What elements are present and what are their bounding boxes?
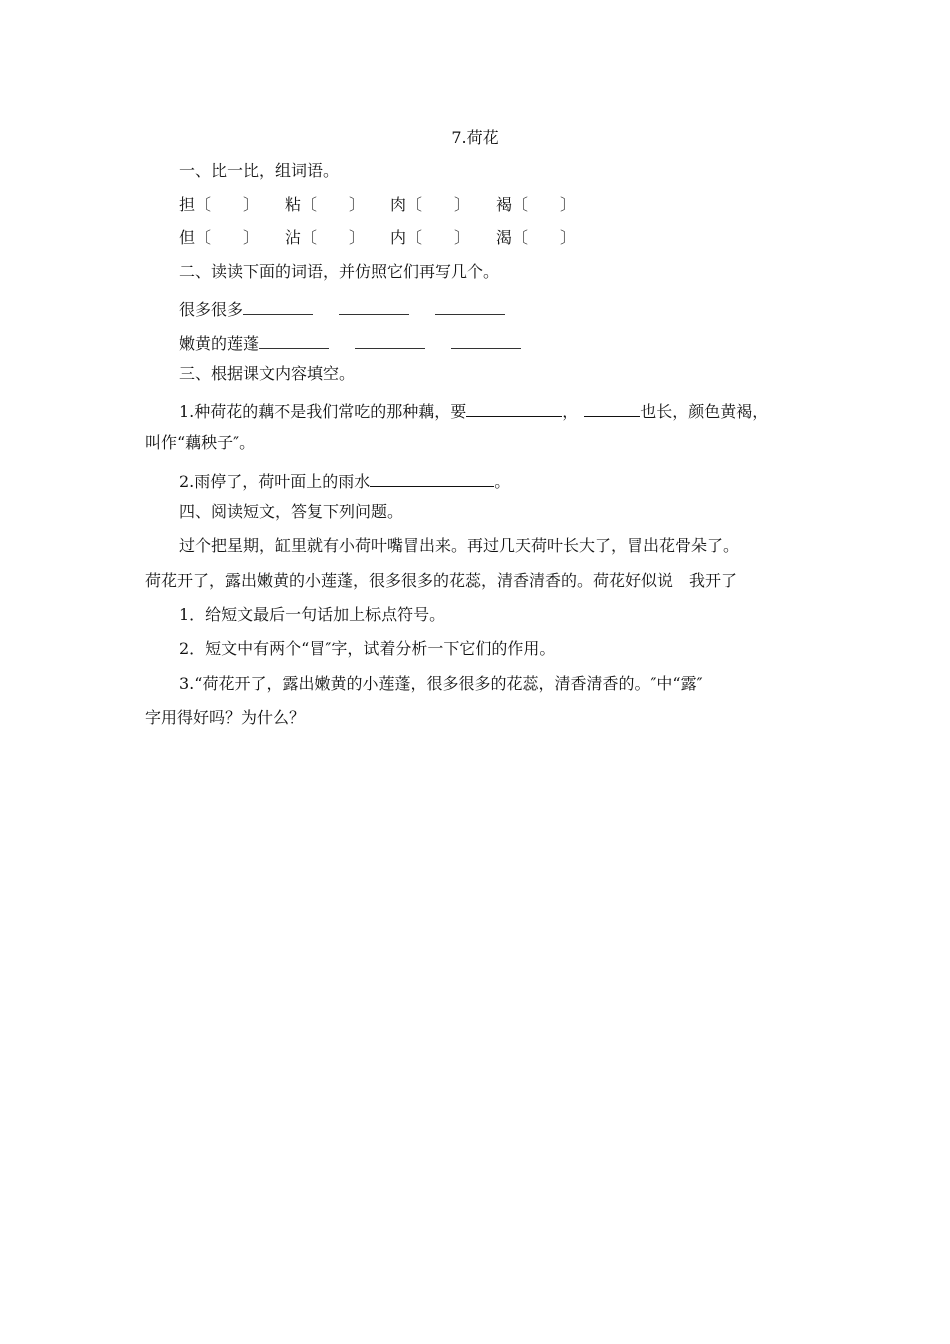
word-pair-2-top: 粘〔 〕 [285,195,366,214]
page-title: 7.荷花 [451,128,499,147]
reading-question-2: 2．短文中有两个“冒″字，试着分析一下它们的作用。 [179,639,556,658]
section4-heading: 四、阅读短文，答复下列问题。 [179,502,404,521]
reading-question-3: 3.“荷花开了，露出嫩黄的小莲蓬，很多很多的花蕊，清香清香的。″中“露″ [179,674,703,693]
word-pair-4-top: 褐〔 〕 [496,195,577,214]
word-pair-3-top: 肉〔 〕 [390,195,471,214]
passage-line-1: 过个把星期，缸里就有小荷叶嘴冒出来。再过几天荷叶长大了，冒出花骨朵了。 [179,536,740,555]
blank-2b[interactable] [355,330,425,349]
blank-1b[interactable] [339,296,409,315]
blank-1a[interactable] [243,296,313,315]
word-pair-1-top: 担〔 〕 [179,195,260,214]
word-pair-4-bottom: 渴〔 〕 [496,228,577,247]
q2-text-b: 。 [494,472,511,491]
passage-line-2: 荷花开了，露出嫩黄的小莲蓬，很多很多的花蕊，清香清香的。荷花好似说 我开了 [145,571,738,590]
q1-blank-1[interactable] [466,398,562,417]
section1-heading: 一、比一比，组词语。 [179,161,340,180]
blank-2a[interactable] [259,330,329,349]
q1-text-a: 1.种荷花的藕不是我们常吃的那种藕，要 [179,402,467,421]
word-pair-1-bottom: 但〔 〕 [179,228,260,247]
reading-question-3-cont: 字用得好吗？为什么？ [145,708,306,727]
q1-text-c: 也长，颜色黄褐， [640,402,769,421]
blank-2c[interactable] [451,330,521,349]
section3-heading: 三、根据课文内容填空。 [179,364,356,383]
reading-question-1: 1．给短文最后一句话加上标点符号。 [179,605,446,624]
word-pair-3-bottom: 内〔 〕 [390,228,471,247]
section2-heading: 二、读读下面的词语，并仿照它们再写几个。 [179,262,500,281]
example-word-2: 嫩黄的莲蓬 [179,334,260,353]
fill-question-1-cont: 叫作“藕秧子″。 [145,433,256,452]
q2-text-a: 2.雨停了，荷叶面上的雨水 [179,472,371,491]
q2-blank[interactable] [370,468,494,487]
imitation-row-1 [179,296,505,320]
fill-question-1 [179,398,768,422]
imitation-row-2 [179,330,521,354]
word-pair-2-bottom: 沾〔 〕 [285,228,366,247]
fill-question-2 [179,468,510,492]
q1-blank-2[interactable] [584,398,640,417]
blank-1c[interactable] [435,296,505,315]
q1-text-b: ， [562,402,579,421]
example-word-1: 很多很多 [179,300,244,319]
